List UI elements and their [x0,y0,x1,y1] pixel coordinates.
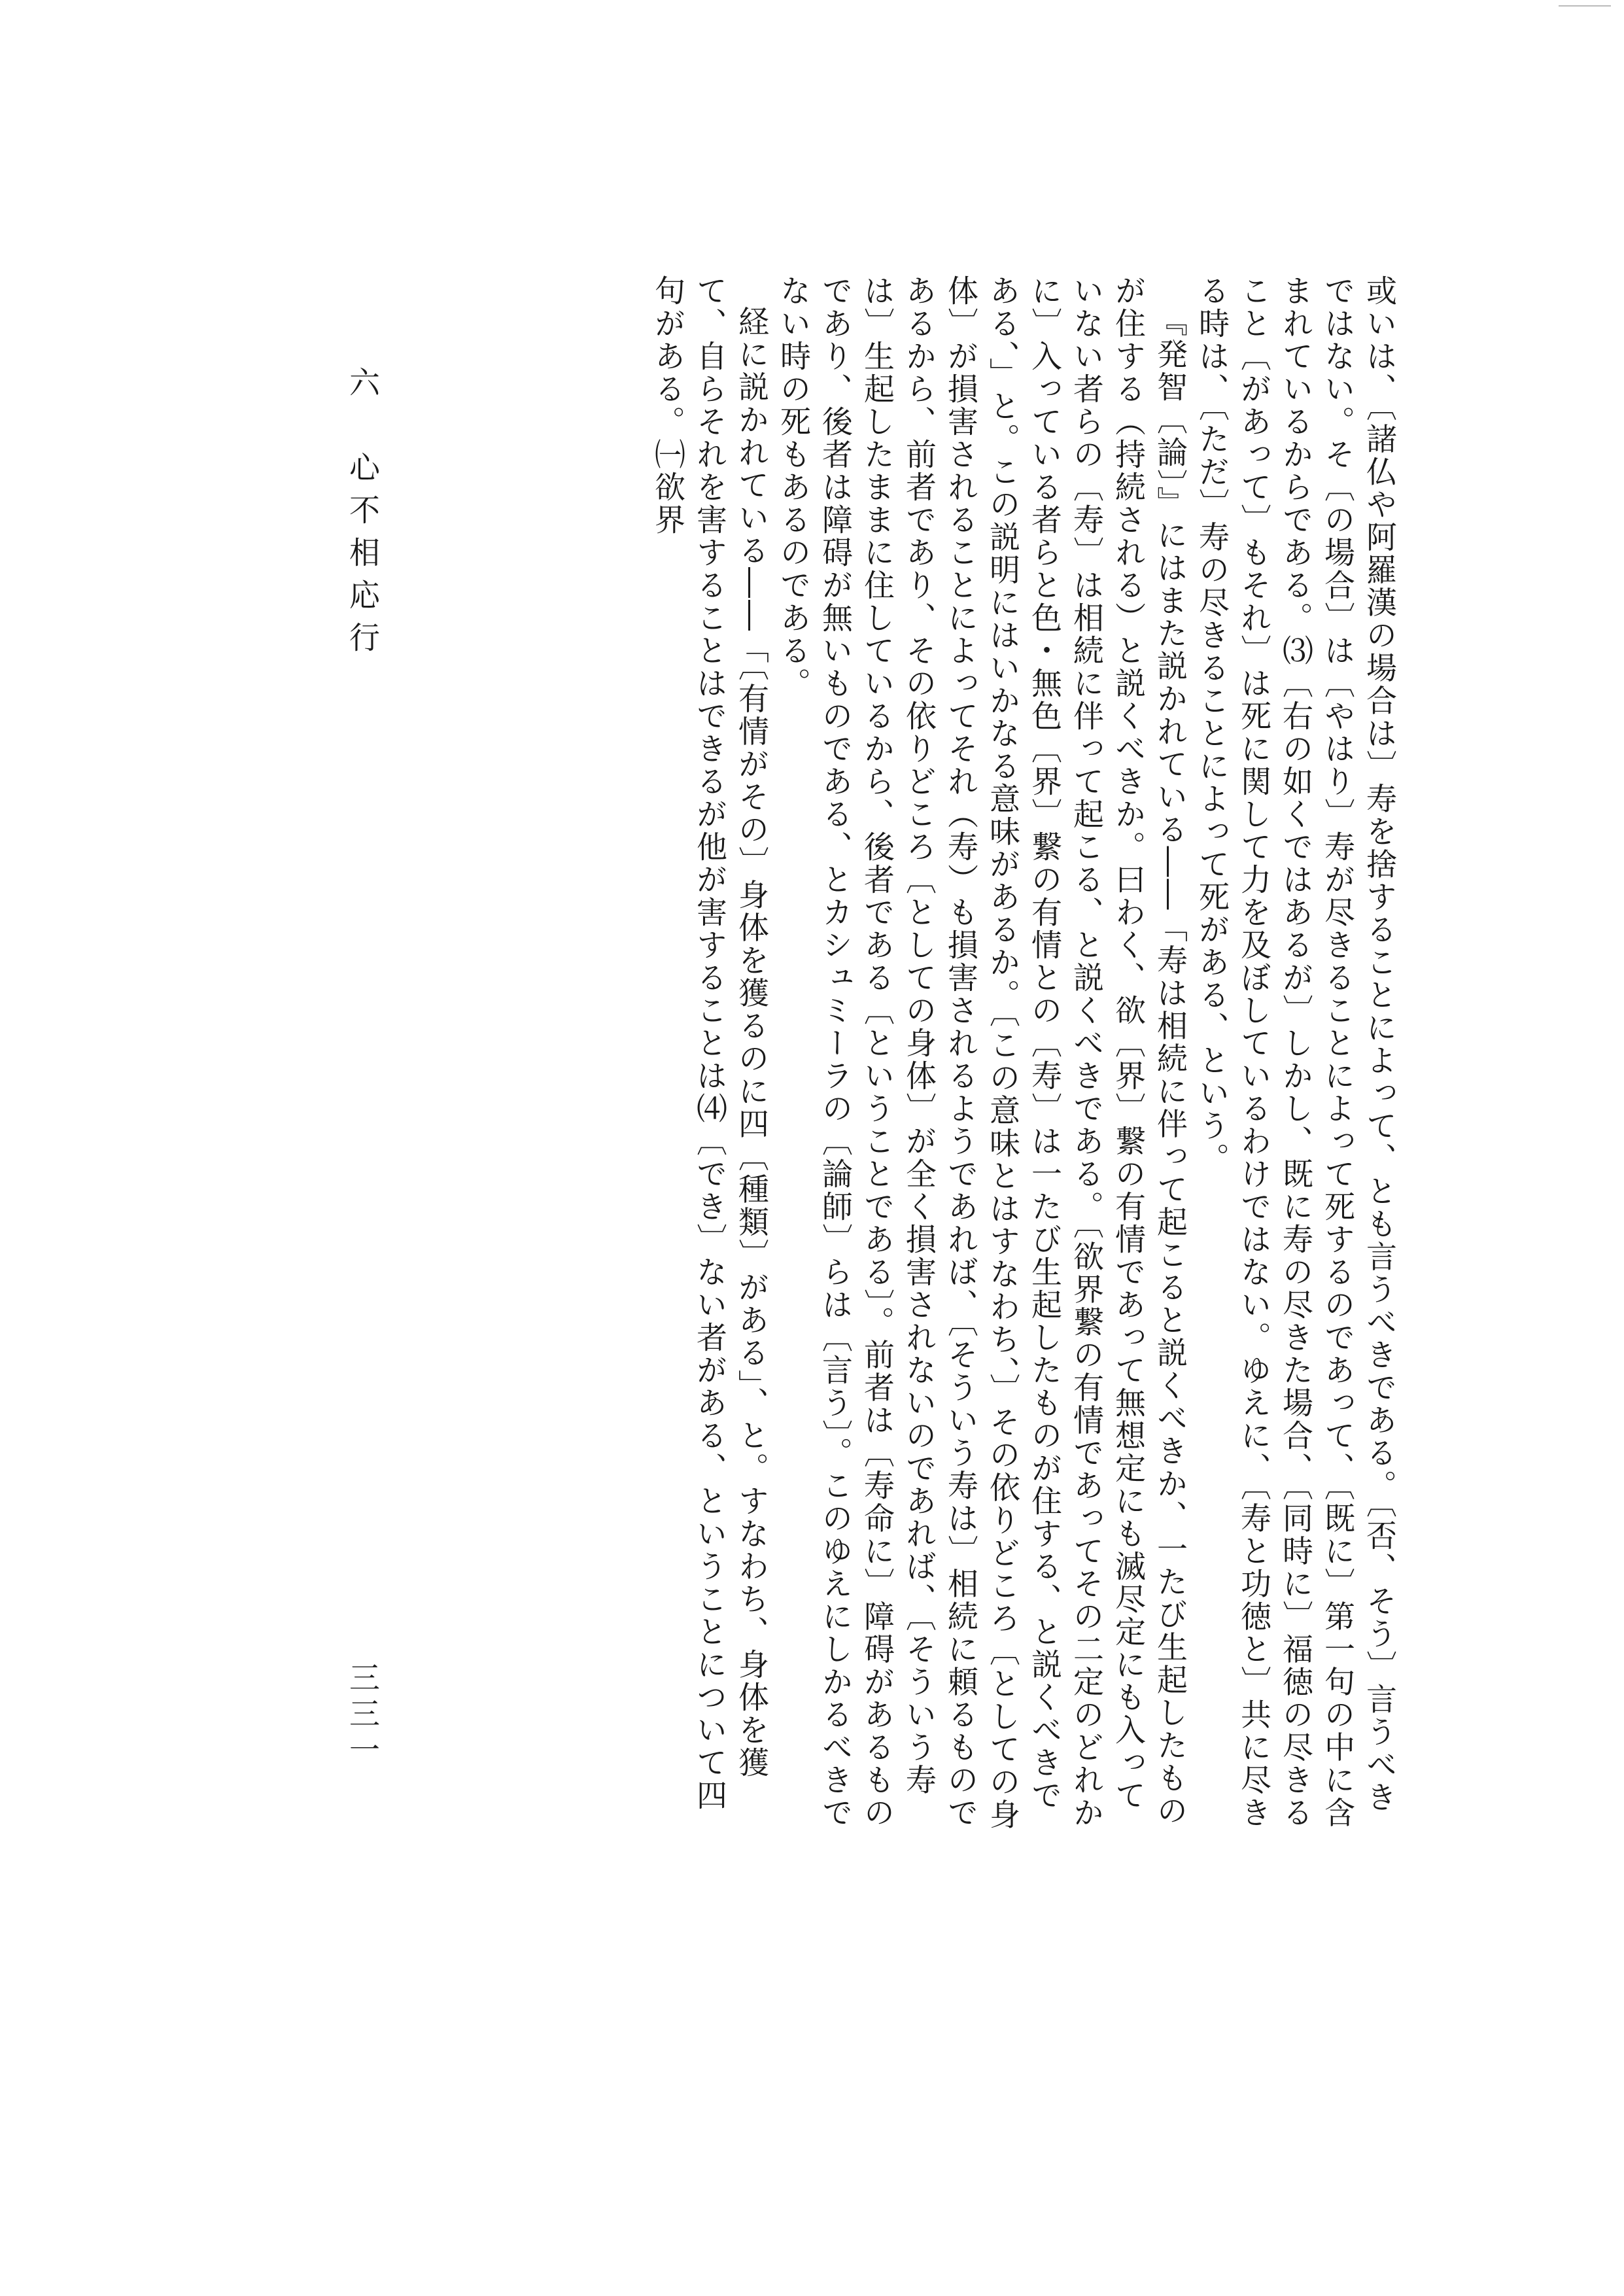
running-title: 六 心不相応行 [344,366,380,664]
paragraph-1: 或いは、〔諸仏や阿羅漢の場合は〕寿を捨することによって、とも言うべきである。〔否、そう〕言うべきではない。そ〔の場合〕は〔やはり〕寿が尽きることによって死するのであって、〔既に〕第一句の中に含まれているからである。⑶〔右の如くではあるが〕しかし、既に寿の尽きた場合、〔同時に〕福徳の尽きること〔があって〕もそれ〕は死に関して力を及ぼしているわけではない。ゆえに、〔寿と功徳と〕共に尽きる時は、〔ただ〕寿の尽きることによって死がある、という。 [1194,275,1397,1830]
paragraph-3: 経に説かれている――「〔有情がその〕身体を獲るのに四〔種類〕がある」、と。すなわち、身体を獲て、自らそれを害することはできるが他が害することは⑷〔でき〕ない者がある、ということについて四句がある。㈠欲界 [649,275,769,1812]
page-number: 三三一 [344,1661,380,1769]
scan-mark [1559,5,1611,7]
paragraph-2: 『発智〔論〕』にはまた説かれている――「寿は相続に伴って起こると説くべきか、一たび生起したものが住する（持続される）と説くべきか。曰わく、欲〔界〕繋の有情であって無想定にも滅尽定にも入っていない者らの〔寿〕は相続に伴って起こる、と説くべきである。〔欲界繋の有情であってその二定のどれかに〕入っている者らと色・無色〔界〕繋の有情との〔寿〕は一たび生起したものが住する、と説くべきである、」と。この説明にはいかなる意味があるか。〔この意味とはすなわち、〕その依りどころ〔としての身体〕が損害されることによってそれ（寿）も損害されるようであれば、〔そういう寿は〕相続に頼るものであるから、前者であり、その依りどころ〔としての身体〕が全く損害されないのであれば、〔そういう寿は〕生起したままに住しているから、後者である〔ということである〕。前者は〔寿命に〕障碍があるものであり、後者は障碍が無いものである、とカシュミーラの〔論師〕らは〔言う〕。このゆえにしかるべきでない時の死もあるのである。 [775,275,1188,1832]
body-text [419,275,1400,1832]
